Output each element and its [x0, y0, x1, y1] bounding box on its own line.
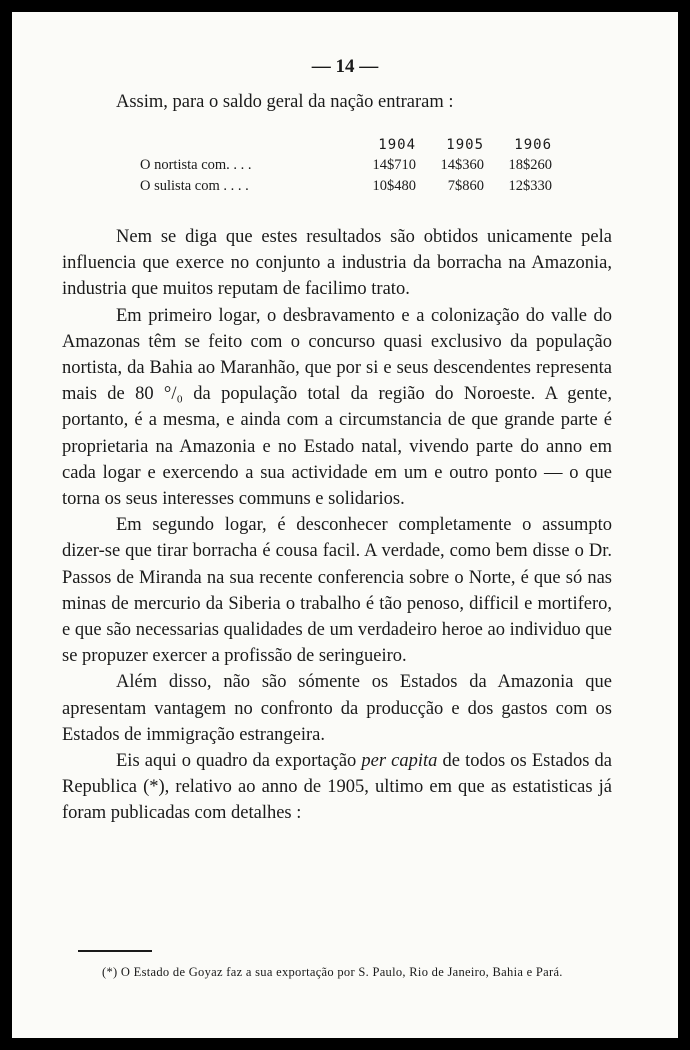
table-header-row: [140, 134, 552, 155]
paragraph-text: de todos os Estados da Republica (*), relativo ao anno de 1905, ultimo em que as estatisticas já foram publicadas com detalhes :: [62, 751, 612, 824]
paragraph-text: Eis aqui o quadro da exportação: [116, 751, 362, 772]
table-header: [140, 134, 348, 155]
footnote: [78, 964, 598, 980]
paragraph: Além disso, não são sómente os Estados da Amazonia que apresentam vantagem no confronto da producção e dos gastos com os Estados de immigração estrangeira.: [62, 672, 612, 745]
table-cell: 18$260: [508, 157, 552, 173]
table-cell: 12$330: [508, 178, 552, 194]
table-cell: 14$360: [440, 157, 484, 173]
paragraph: Em primeiro logar, o desbravamento e a colonização do valle do Amazonas têm se feito com o concurso quasi exclusivo da população nortista, da Bahia ao Maranhão, que por si e seus descendentes representa mais de 80 °/₀ da população total da região do Noroeste. A gente, portanto, é a mesma, e ainda com a circumstancia de que grande parte é proprietaria na Amazonia e no Estado natal, vivendo parte do anno em cada logar e exercendo a sua actividade em um e outro ponto — o que torna os seus interesses communs e solidarios.: [62, 305, 612, 510]
paragraph: Em segundo logar, é desconhecer completamente o assumpto dizer-se que tirar borracha é cousa facil. A verdade, como bem disse o Dr. Passos de Miranda na sua recente conferencia sobre o Norte, é que só nas minas de mercurio da Siberia o trabalho é tão penoso, difficil e mortifero, e que são necessarias qualidades de um verdadeiro heroe ao individuo que se propuzer exercer a profissão de seringueiro.: [62, 515, 612, 667]
table-row: [140, 155, 552, 176]
row-label: O nortista com. . . .: [140, 157, 252, 173]
paragraph: Nem se diga que estes resultados são obtidos unicamente pela influencia que exerce no conjunto a industria da borracha na Amazonia, industria que muitos reputam de facilimo trato.: [62, 227, 612, 300]
body-text: [62, 224, 612, 827]
row-label: O sulista com . . . .: [140, 178, 249, 194]
table-row: [140, 176, 552, 197]
table-cell: 10$480: [372, 178, 416, 194]
table-header: 1904: [378, 136, 416, 153]
table-header: 1906: [514, 136, 552, 153]
footnote-rule: [78, 950, 152, 952]
balance-table: [140, 134, 552, 197]
table-header: 1905: [446, 136, 484, 153]
paragraph: [62, 748, 612, 827]
book-page: [12, 12, 678, 1038]
italic-text: per capita: [361, 751, 438, 772]
page-number: — 14 —: [311, 56, 379, 77]
intro-line: Assim, para o saldo geral da nação entraram :: [116, 92, 454, 112]
table-cell: 14$710: [372, 157, 416, 173]
table-cell: 7$860: [447, 178, 484, 194]
footnote-text: (*) O Estado de Goyaz faz a sua exportação por S. Paulo, Rio de Janeiro, Bahia e Pará.: [102, 965, 563, 979]
